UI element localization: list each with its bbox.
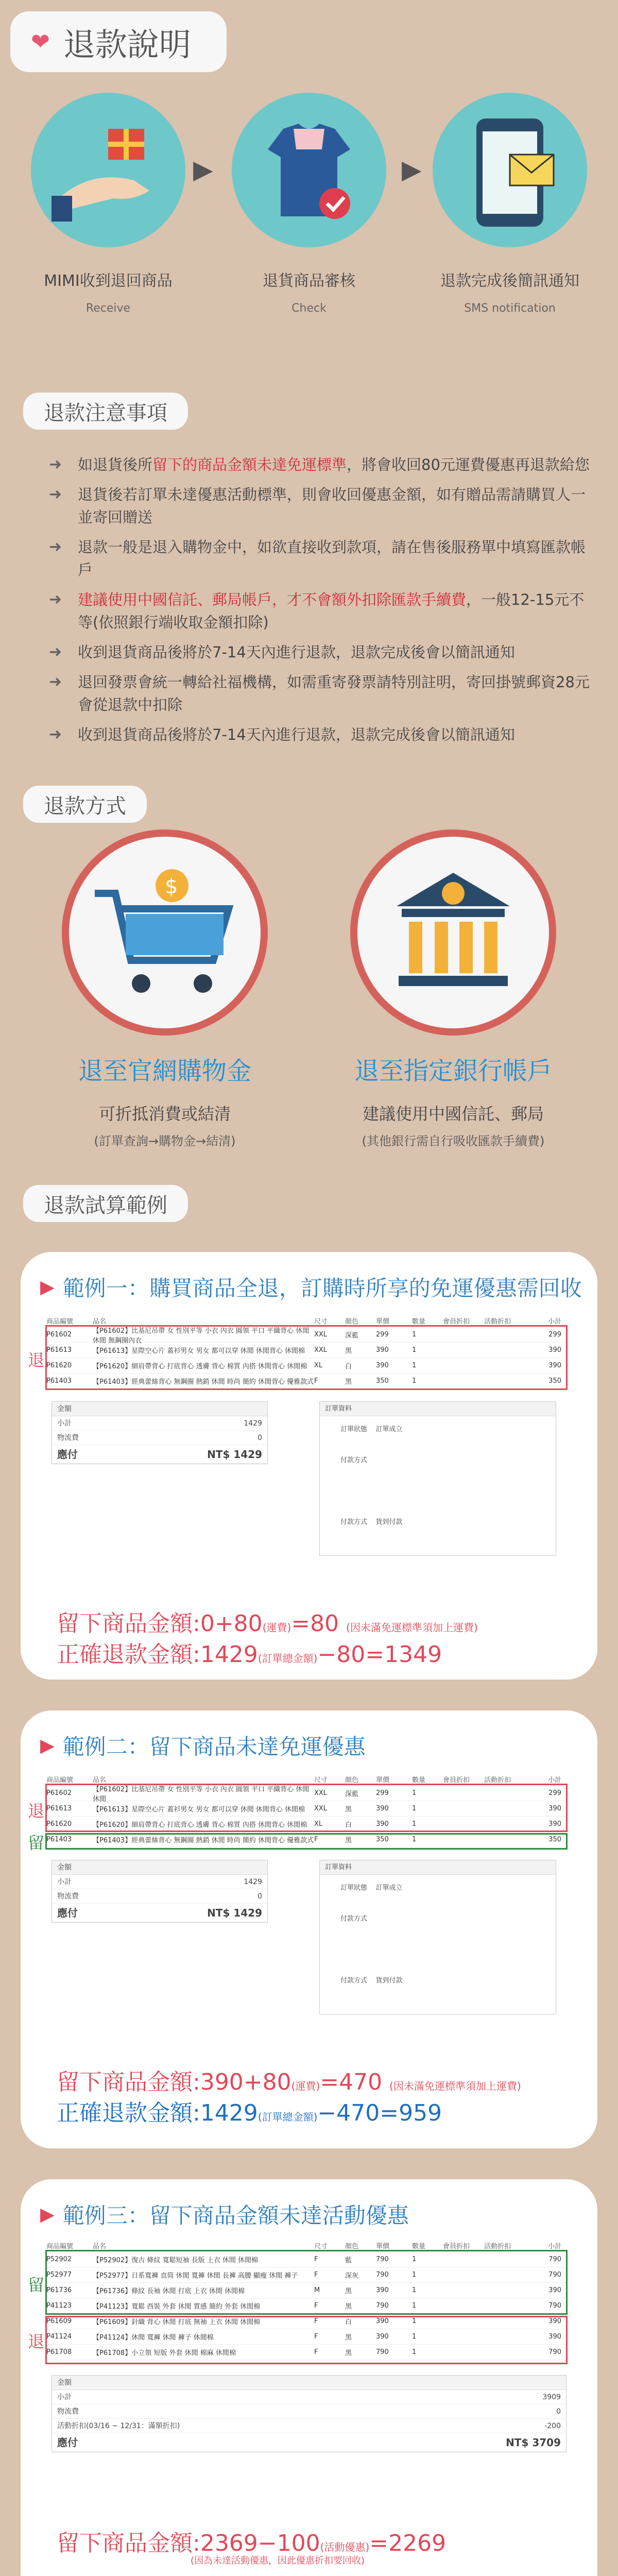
value: -200 xyxy=(544,2422,561,2430)
return-highlight-box xyxy=(45,1784,568,1832)
example-card-3 xyxy=(21,2179,597,2576)
cell: 790 xyxy=(548,2348,561,2356)
cell: 390 xyxy=(548,1346,561,1354)
cell: 390 xyxy=(548,2333,561,2341)
totals-row xyxy=(52,1445,267,1464)
formula-note: (運費) xyxy=(291,2080,320,2092)
info-row xyxy=(320,1875,556,1906)
cell: 【P61613】星際空心片 蓋衫男女 男女 都可以穿 休閒 休閒背心 休閒棉 xyxy=(93,1347,305,1355)
th-member: 會員折扣 xyxy=(443,1317,470,1326)
triangle-icon: ▶ xyxy=(40,2204,55,2225)
methods-title-text: 退款方式 xyxy=(44,794,126,818)
cell: 390 xyxy=(376,1346,389,1354)
formula-note: (訂單總金額) xyxy=(258,2111,318,2123)
note-item xyxy=(49,641,595,664)
step-title: 退款完成後簡訊通知 xyxy=(440,272,579,290)
cell: F xyxy=(314,1377,318,1385)
page-title-text: 退款說明 xyxy=(63,25,191,63)
cell: F xyxy=(314,2256,318,2263)
cell: 790 xyxy=(548,2256,561,2263)
info-header: 訂單資料 xyxy=(320,1860,556,1875)
cell: 390 xyxy=(376,2286,389,2294)
step-receive xyxy=(15,93,201,315)
cell: 1 xyxy=(412,2271,417,2279)
value: 貨到付款 xyxy=(375,1977,403,1985)
totals-header: 金額 xyxy=(52,1860,267,1875)
triangle-icon: ▶ xyxy=(40,1735,55,1756)
label: 活動折扣(03/16 ~ 12/31：滿額折扣) xyxy=(57,2422,180,2430)
totals-row xyxy=(52,2419,566,2433)
cell: F xyxy=(314,2317,318,2325)
formula-text: 留下商品金額:0+80 xyxy=(57,1611,263,1637)
note-text: 退回發票會統一轉給社福機構，如需重寄發票請特別註明，寄回掛號郵資28元會從退款中扣除 xyxy=(78,673,590,714)
card-title-text: 範例一：購買商品全退，訂購時所享的免運優惠需回收 xyxy=(62,1276,582,1301)
cell: XXL xyxy=(314,1331,328,1338)
label: 訂單狀態 xyxy=(340,1426,368,1433)
totals-row xyxy=(52,1889,267,1904)
step-sub: SMS notification xyxy=(464,302,556,315)
cell: 390 xyxy=(376,2317,389,2325)
notes-title-text: 退款注意事項 xyxy=(44,401,167,425)
return-highlight-box xyxy=(45,2316,568,2364)
th-member: 會員折扣 xyxy=(443,1776,470,1784)
value: 訂單成立 xyxy=(375,1884,403,1892)
order-info-panel xyxy=(319,1401,556,1556)
triangle-icon: ▶ xyxy=(40,1276,55,1298)
label: 應付 xyxy=(57,1448,78,1461)
totals-row xyxy=(52,2404,566,2419)
cell: P52977 xyxy=(46,2271,72,2279)
return-label: 退 xyxy=(28,1801,45,1821)
formula-text: −80=1349 xyxy=(317,1641,442,1668)
formula-text: =470 xyxy=(320,2069,383,2095)
card-title-text: 範例三：留下商品金額未達活動優惠 xyxy=(62,2203,409,2228)
totals-row xyxy=(52,2390,566,2404)
th-code: 商品編號 xyxy=(46,1776,74,1784)
cell: P61403 xyxy=(46,1377,72,1385)
refund-steps xyxy=(0,93,618,361)
cell: P61602 xyxy=(46,1789,72,1797)
step-check xyxy=(216,93,402,315)
arrow-bullet-icon: ➜ xyxy=(49,485,62,503)
note-item xyxy=(49,453,595,476)
th-code: 商品編號 xyxy=(46,2242,74,2250)
refund-methods xyxy=(0,829,618,1159)
totals-header: 金額 xyxy=(52,2376,566,2390)
cell: 1 xyxy=(412,2317,417,2325)
th-sub: 小計 xyxy=(547,1776,561,1784)
totals-panel xyxy=(52,1860,268,1923)
value: 0 xyxy=(556,2408,561,2416)
cell: 390 xyxy=(376,1805,389,1812)
cell: 【P61602】比基尼吊帶 女 性別平等 小衣 內衣 圓領 平口 平織背心 休閒 休閒 xyxy=(93,1785,310,1803)
note-text: 退款一般是退入購物金中，如欲直接收到款項，請在售後服務單中填寫匯款帳戶 xyxy=(78,538,586,579)
th-qty: 數量 xyxy=(412,1317,426,1326)
cell: 790 xyxy=(376,2271,389,2279)
cell: 黑 xyxy=(345,2303,352,2311)
th-code: 商品編號 xyxy=(46,1317,74,1326)
cell: XL xyxy=(314,1362,323,1369)
arrow-bullet-icon: ➜ xyxy=(49,673,62,691)
value: 3909 xyxy=(542,2393,561,2401)
label: 物流費 xyxy=(57,1892,79,1901)
cell: 1 xyxy=(412,1377,417,1385)
cell: 【P61620】細肩帶背心 打底背心 透膚 背心 棉質 內搭 休閒背心 休閒棉 xyxy=(93,1363,307,1370)
info-row xyxy=(320,1478,556,1509)
example-card-2 xyxy=(21,1710,597,2148)
cell: 1 xyxy=(412,1820,417,1828)
totals-panel xyxy=(52,2375,566,2452)
value: 訂單成立 xyxy=(375,1426,403,1433)
cell: 【P61620】細肩帶背心 打底背心 透膚 背心 棉質 內搭 休閒背心 休閒棉 xyxy=(93,1821,307,1829)
note-text: 收到退貨商品後將於7-14天內進行退款，退款完成後會以簡訊通知 xyxy=(78,643,515,661)
method-desc: 建議使用中國信託、郵局 xyxy=(362,1104,544,1124)
notes-list xyxy=(49,453,595,753)
totals-panel xyxy=(52,1401,268,1464)
label: 物流費 xyxy=(57,2408,79,2416)
value: NT$ 1429 xyxy=(207,1907,262,1919)
cell: P61736 xyxy=(46,2286,72,2294)
info-header: 訂單資料 xyxy=(320,1402,556,1416)
cell: P52902 xyxy=(46,2256,72,2263)
value: NT$ 1429 xyxy=(207,1448,262,1461)
methods-title xyxy=(23,786,147,823)
cell: 【P52977】日系寬褲 直筒 休閒 寬褲 休閒 長褲 高腰 顯瘦 休閒 褲子 xyxy=(93,2272,298,2280)
note-item xyxy=(49,588,595,634)
shopping-cart-icon xyxy=(62,829,268,1036)
th-size: 尺寸 xyxy=(314,2242,328,2250)
th-name: 品名 xyxy=(93,1776,107,1784)
cell: 深灰 xyxy=(345,2272,359,2280)
cell: 黑 xyxy=(345,2349,352,2357)
label: 應付 xyxy=(57,1907,78,1919)
cell: 350 xyxy=(548,1836,561,1843)
arrow-bullet-icon: ➜ xyxy=(49,455,62,473)
totals-row xyxy=(52,1416,267,1431)
cell: 1 xyxy=(412,1362,417,1369)
gift-hand-icon xyxy=(31,93,185,247)
shirt-check-icon xyxy=(232,93,386,247)
method-title: 退至官網購物金 xyxy=(78,1057,251,1086)
value: 0 xyxy=(258,1892,262,1901)
formula-note: (因未滿免運標準須加上運費) xyxy=(346,1621,478,1634)
cell: 790 xyxy=(376,2348,389,2356)
note-item xyxy=(49,671,595,716)
step-sub: Receive xyxy=(85,302,131,315)
note-highlight: 建議使用中國信託、郵局帳戶，才不會額外扣除匯款手續費 xyxy=(78,591,467,608)
info-row xyxy=(320,1968,556,1998)
cell: P61602 xyxy=(46,1331,72,1338)
card-title xyxy=(40,1730,366,1761)
cell: 350 xyxy=(548,1377,561,1385)
cell: M xyxy=(314,2286,320,2294)
cell: 350 xyxy=(376,1836,389,1843)
cell: P41123 xyxy=(46,2302,72,2310)
cell: 390 xyxy=(376,2333,389,2341)
cell: 390 xyxy=(548,1362,561,1369)
info-row xyxy=(320,1509,556,1540)
formula-text: 正確退款金額:1429 xyxy=(57,2100,258,2126)
formula-keep xyxy=(57,2524,446,2557)
th-event: 活動折扣 xyxy=(484,2242,511,2250)
method-note: (訂單查詢→購物金→結清) xyxy=(94,1134,236,1148)
info-row xyxy=(320,1906,556,1937)
formula-note: (運費) xyxy=(262,1621,291,1634)
keep-highlight-box xyxy=(45,1833,568,1850)
cell: 【P61736】條紋 長袖 休閒 打底 上衣 休閒 休閒棉 xyxy=(93,2287,245,2295)
cell: 1 xyxy=(412,2333,417,2341)
formula-refund xyxy=(57,2571,471,2576)
totals-row xyxy=(52,1904,267,1922)
cell: F xyxy=(314,2348,318,2356)
cell: 1 xyxy=(412,2348,417,2356)
formula-text: 留下商品金額:390+80 xyxy=(57,2069,291,2095)
cell: 1 xyxy=(412,1346,417,1354)
note-text: ，將會收回80元運費優惠再退款給您 xyxy=(347,456,590,473)
value: 0 xyxy=(258,1434,262,1442)
cell: 390 xyxy=(548,1820,561,1828)
cell: 390 xyxy=(376,1820,389,1828)
formula-refund xyxy=(57,1636,442,1669)
formula-text: 正確退款金額:1429 xyxy=(57,1641,258,1668)
arrow-right-icon: ▶ xyxy=(402,155,422,184)
value: 1429 xyxy=(244,1419,262,1428)
cell: 390 xyxy=(548,2317,561,2325)
cell: 299 xyxy=(548,1331,561,1338)
formula-refund xyxy=(57,2094,442,2127)
heart-icon: ❤ xyxy=(31,28,50,55)
card-title xyxy=(40,1272,582,1302)
cell: F xyxy=(314,1836,318,1843)
note-highlight: 留下的商品金額未達免運標準 xyxy=(152,456,347,473)
cell: F xyxy=(314,2271,318,2279)
cell: 1 xyxy=(412,2302,417,2310)
th-price: 單價 xyxy=(376,1776,390,1784)
note-text: 如退貨後所 xyxy=(78,456,153,473)
note-text: 退貨後若訂單未達優惠活動標準，則會收回優惠金額，如有贈品需請購買人一並寄回贈送 xyxy=(78,486,586,526)
formula-keep xyxy=(57,2063,521,2096)
method-bank-account xyxy=(319,829,587,1149)
arrow-bullet-icon: ➜ xyxy=(49,590,62,608)
cell: 790 xyxy=(548,2271,561,2279)
keep-highlight-box xyxy=(45,2250,568,2315)
th-name: 品名 xyxy=(93,2242,107,2250)
th-size: 尺寸 xyxy=(314,1317,328,1326)
label: 小計 xyxy=(57,1878,72,1886)
cell: 1 xyxy=(412,2256,417,2263)
cell: 1 xyxy=(412,2286,417,2294)
cell: 390 xyxy=(548,2286,561,2294)
th-price: 單價 xyxy=(376,1317,390,1326)
label: 訂單狀態 xyxy=(340,1884,368,1892)
th-color: 顏色 xyxy=(345,2242,359,2250)
formula-text: =80 xyxy=(291,1611,339,1637)
order-info-panel xyxy=(319,1860,556,2014)
page-title xyxy=(10,11,227,72)
cell: 【P61602】比基尼吊帶 女 性別平等 小衣 內衣 圓領 平口 平織背心 休閒 休閒 無鋼圈內衣 xyxy=(93,1327,310,1345)
label: 付款方式 xyxy=(340,1915,368,1923)
cell: P61708 xyxy=(46,2348,72,2356)
cell: P61403 xyxy=(46,1836,72,1843)
cell: 【P52902】復古 條紋 寬鬆短袖 長版 上衣 休閒 休閒棉 xyxy=(93,2257,258,2264)
th-size: 尺寸 xyxy=(314,1776,328,1784)
th-qty: 數量 xyxy=(412,2242,426,2250)
example-card-1 xyxy=(21,1252,597,1680)
totals-row xyxy=(52,2433,566,2452)
return-label: 退 xyxy=(28,2332,45,2351)
cell: P61613 xyxy=(46,1805,72,1812)
return-highlight-box xyxy=(45,1325,568,1390)
cell: 1 xyxy=(412,1805,417,1812)
cell: 350 xyxy=(376,1377,389,1385)
th-name: 品名 xyxy=(93,1317,107,1326)
cell: 790 xyxy=(548,2302,561,2310)
label: 物流費 xyxy=(57,1434,79,1442)
note-text: 收到退貨商品後將於7-14天內進行退款，退款完成後會以簡訊通知 xyxy=(78,726,515,743)
svg-text:$: $ xyxy=(165,875,178,899)
formula-keep xyxy=(57,1605,478,1638)
cell: 黑 xyxy=(345,1837,352,1844)
formula-text: −470=959 xyxy=(317,2100,442,2126)
cell: 白 xyxy=(345,1821,352,1829)
cell: P61620 xyxy=(46,1820,72,1828)
label: 小計 xyxy=(57,1419,72,1428)
step-title: 退貨商品審核 xyxy=(263,272,355,290)
th-color: 顏色 xyxy=(345,1317,359,1326)
formula-note: (訂單總金額) xyxy=(258,1652,318,1665)
formula-note: (因未滿免運標準須加上運費) xyxy=(389,2080,521,2092)
notes-title xyxy=(23,393,188,430)
value: 1429 xyxy=(244,1878,262,1886)
note-text: ，一般12-15元不等(依照銀行端收取金額扣除) xyxy=(78,591,585,631)
formula-note: (活動優惠) xyxy=(320,2541,370,2553)
th-sub: 小計 xyxy=(547,1317,561,1326)
cell: 黑 xyxy=(345,2334,352,2342)
th-event: 活動折扣 xyxy=(484,1776,511,1784)
th-qty: 數量 xyxy=(412,1776,426,1784)
cell: 【P61708】小立領 短版 外套 休閒 棉麻 休閒棉 xyxy=(93,2349,236,2357)
keep-label: 留 xyxy=(28,2275,45,2295)
step-title: MIMI收到退回商品 xyxy=(44,272,173,290)
value: NT$ 3709 xyxy=(506,2436,561,2449)
keep-label: 留 xyxy=(28,1833,45,1853)
label: 付款方式 xyxy=(340,1456,368,1464)
cell: 黑 xyxy=(345,1347,352,1355)
cell: 白 xyxy=(345,1363,352,1370)
cell: 1 xyxy=(412,1789,417,1797)
cell: 299 xyxy=(376,1789,389,1797)
cell: 深藍 xyxy=(345,1790,359,1798)
cell: 390 xyxy=(548,1805,561,1812)
arrow-bullet-icon: ➜ xyxy=(49,725,62,743)
cell: 390 xyxy=(376,1362,389,1369)
cell: 藍 xyxy=(345,2257,352,2264)
th-event: 活動折扣 xyxy=(484,1317,511,1326)
label: 付款方式 xyxy=(340,1518,368,1526)
cell: 【P61609】針織 背心 休閒 打底 無袖 上衣 休閒 休閒棉 xyxy=(93,2318,261,2326)
cell: 白 xyxy=(345,2318,352,2326)
arrow-bullet-icon: ➜ xyxy=(49,643,62,661)
cell: XXL xyxy=(314,1789,328,1797)
cell: 黑 xyxy=(345,2287,352,2295)
method-desc: 可折抵消費或結清 xyxy=(98,1104,231,1124)
cell: 黑 xyxy=(345,1378,352,1386)
method-note: (其他銀行需自行吸收匯款手續費) xyxy=(362,1134,545,1148)
th-sub: 小計 xyxy=(547,2242,561,2250)
totals-header: 金額 xyxy=(52,1402,267,1416)
note-item xyxy=(49,536,595,581)
cell: 299 xyxy=(376,1331,389,1338)
label: 應付 xyxy=(57,2436,78,2449)
cell: 【P61403】經典蕾絲背心 無鋼圈 熱銷 休閒 時尚 簡約 休閒背心 優雅款式 xyxy=(93,1837,314,1844)
cell: F xyxy=(314,2302,318,2310)
card-title-text: 範例二：留下商品未達免運優惠 xyxy=(62,1734,366,1759)
cell: XXL xyxy=(314,1346,328,1354)
info-row xyxy=(320,1447,556,1478)
totals-row xyxy=(52,1875,267,1889)
cell: 【P61613】星際空心片 蓋衫男女 男女 都可以穿 休閒 休閒背心 休閒棉 xyxy=(93,1806,305,1814)
cell: 【P41123】寬鬆 西裝 外套 休閒 質感 簡約 外套 休閒棉 xyxy=(93,2303,261,2311)
cell: XXL xyxy=(314,1805,328,1812)
formula-note-line xyxy=(191,2553,365,2567)
bank-icon xyxy=(350,829,556,1036)
cell: 1 xyxy=(412,1331,417,1338)
formula-text: 留下商品金額:2369−100 xyxy=(57,2530,320,2556)
arrow-bullet-icon: ➜ xyxy=(49,538,62,556)
cell: 790 xyxy=(376,2256,389,2263)
cell: 299 xyxy=(548,1789,561,1797)
cell: 1 xyxy=(412,1836,417,1843)
totals-row xyxy=(52,1431,267,1445)
method-store-credit xyxy=(31,829,299,1149)
formula-text: =2269 xyxy=(369,2530,447,2556)
arrow-right-icon: ▶ xyxy=(193,155,213,184)
note-item xyxy=(49,723,595,746)
phone-mail-icon xyxy=(433,93,587,247)
method-title: 退至指定銀行帳戶 xyxy=(354,1057,552,1086)
cell: P41124 xyxy=(46,2333,72,2341)
cell: P61620 xyxy=(46,1362,72,1369)
cell: XL xyxy=(314,1820,323,1828)
examples-title-text: 退款試算範例 xyxy=(44,1193,167,1217)
th-member: 會員折扣 xyxy=(443,2242,470,2250)
note-item xyxy=(49,483,595,529)
label: 付款方式 xyxy=(340,1977,368,1985)
formula-note: (因為未達活動優惠，因此優惠折扣要回收) xyxy=(191,2555,365,2566)
cell: P61613 xyxy=(46,1346,72,1354)
label: 小計 xyxy=(57,2393,72,2401)
cell: 【P41124】休閒 寬褲 休閒 褲子 休閒棉 xyxy=(93,2334,214,2342)
value: 貨到付款 xyxy=(375,1518,403,1526)
return-label: 退 xyxy=(28,1350,45,1370)
examples-title xyxy=(23,1185,188,1222)
info-row xyxy=(320,1937,556,1968)
cell: 黑 xyxy=(345,1806,352,1814)
th-color: 顏色 xyxy=(345,1776,359,1784)
cell: P61609 xyxy=(46,2317,72,2325)
cell: 790 xyxy=(376,2302,389,2310)
step-sub: Check xyxy=(291,302,327,315)
cell: F xyxy=(314,2333,318,2341)
card-title xyxy=(40,2199,409,2230)
info-row xyxy=(320,1416,556,1447)
step-sms xyxy=(417,93,603,315)
th-price: 單價 xyxy=(376,2242,390,2250)
cell: 【P61403】經典蕾絲背心 無鋼圈 熱銷 休閒 時尚 簡約 休閒背心 優雅款式 xyxy=(93,1378,314,1386)
cell: 深藍 xyxy=(345,1332,359,1340)
